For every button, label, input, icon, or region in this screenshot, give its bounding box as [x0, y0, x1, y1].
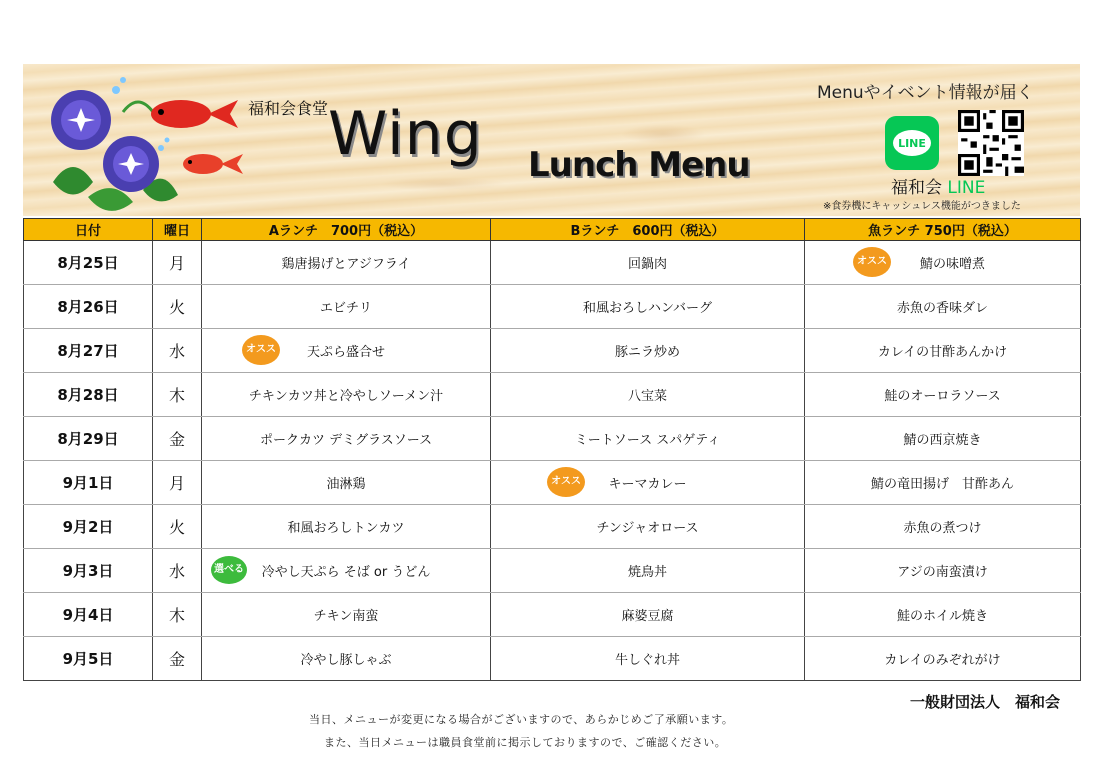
table-row — [24, 373, 1081, 417]
b-lunch-cell: 八宝菜 — [491, 373, 805, 417]
a-lunch-cell — [202, 329, 491, 385]
line-logo-icon — [885, 116, 939, 170]
osusume-badge: オススメ — [547, 467, 585, 497]
line-label-prefix: 福和会 — [891, 178, 942, 198]
dow-cell: 火 — [153, 505, 202, 549]
b-lunch-cell: 焼鳥丼 — [491, 549, 805, 593]
table-header-row — [24, 219, 1081, 241]
dow-cell: 木 — [153, 373, 202, 417]
b-lunch-cell: 和風おろしハンバーグ — [491, 285, 805, 329]
dow-cell: 金 — [153, 637, 202, 681]
dow-cell: 月 — [153, 461, 202, 505]
fish-lunch-cell: カレイのみぞれがけ — [805, 637, 1081, 681]
date-cell: 9月2日 — [24, 505, 153, 549]
a-lunch-cell: 和風おろしトンカツ — [202, 505, 491, 549]
date-cell: 8月25日 — [24, 241, 153, 285]
table-row — [24, 417, 1081, 461]
fish-lunch-cell: 赤魚の香味ダレ — [805, 285, 1081, 329]
cafeteria-name: 福和会食堂 — [248, 99, 329, 118]
a-lunch-text: 天ぷら盛合せ — [306, 345, 385, 360]
footer-note-2: また、当日メニューは職員食堂前に掲示しておりますので、ご確認ください。 — [324, 736, 727, 749]
dow-cell: 金 — [153, 417, 202, 461]
organization-name: 一般財団法人 福和会 — [910, 693, 1061, 711]
b-lunch-cell: 牛しぐれ丼 — [491, 637, 805, 681]
table-row — [24, 637, 1081, 681]
fish-lunch-cell: アジの南蛮漬け — [805, 549, 1081, 593]
dow-cell: 水 — [153, 549, 202, 593]
morning-glory-goldfish-illustration — [33, 72, 263, 214]
a-lunch-cell: 鶏唐揚げとアジフライ — [202, 241, 491, 285]
b-lunch-cell: チンジャオロース — [491, 505, 805, 549]
table-row — [24, 461, 1081, 505]
a-lunch-cell: チキン南蛮 — [202, 593, 491, 637]
a-lunch-text: 冷やし天ぷら そば or うどん — [261, 565, 431, 580]
header-fish-lunch: 魚ランチ 750円（税込） — [805, 219, 1081, 241]
b-lunch-cell: 豚ニラ炒め — [491, 329, 805, 373]
a-lunch-cell: 冷やし豚しゃぶ — [202, 637, 491, 681]
lunch-menu-table — [23, 218, 1081, 681]
fish-lunch-cell — [805, 241, 1081, 297]
a-lunch-cell: エビチリ — [202, 285, 491, 329]
table-row — [24, 505, 1081, 549]
a-lunch-cell: チキンカツ丼と冷やしソーメン汁 — [202, 373, 491, 417]
table-row — [24, 549, 1081, 593]
osusume-badge: オススメ — [242, 335, 280, 365]
table-row — [24, 285, 1081, 329]
dow-cell: 火 — [153, 285, 202, 329]
qr-code-icon — [958, 110, 1024, 176]
fish-lunch-cell: 鯖の竜田揚げ 甘酢あん — [805, 461, 1081, 505]
lunch-menu-title: Lunch Menu — [528, 145, 750, 185]
line-label-line: LINE — [947, 178, 986, 198]
fish-lunch-cell: 鮭のオーロラソース — [805, 373, 1081, 417]
fish-lunch-text: 鯖の味噌煮 — [919, 257, 985, 272]
fish-lunch-cell: 鮭のホイル焼き — [805, 593, 1081, 637]
dow-cell: 水 — [153, 329, 202, 373]
line-account-label — [891, 173, 985, 198]
date-cell: 9月1日 — [24, 461, 153, 505]
date-cell: 9月4日 — [24, 593, 153, 637]
table-row — [24, 593, 1081, 637]
b-lunch-text: キーマカレー — [608, 477, 687, 492]
dow-cell: 月 — [153, 241, 202, 285]
header-a-lunch: Aランチ 700円（税込） — [202, 219, 491, 241]
date-cell: 8月26日 — [24, 285, 153, 329]
osusume-badge: オススメ — [853, 247, 891, 277]
header-date: 日付 — [24, 219, 153, 241]
date-cell: 8月29日 — [24, 417, 153, 461]
fish-lunch-cell: 鯖の西京焼き — [805, 417, 1081, 461]
line-promo-text: Menuやイベント情報が届く — [817, 83, 1034, 103]
b-lunch-cell — [491, 461, 805, 517]
header-banner — [23, 64, 1080, 216]
a-lunch-cell — [202, 549, 491, 593]
date-cell: 9月5日 — [24, 637, 153, 681]
b-lunch-cell: 回鍋肉 — [491, 241, 805, 285]
fish-lunch-cell: 赤魚の煮つけ — [805, 505, 1081, 549]
header-b-lunch: Bランチ 600円（税込） — [491, 219, 805, 241]
cashless-note: ※食券機にキャッシュレス機能がつきました — [823, 201, 1021, 212]
dow-cell: 木 — [153, 593, 202, 637]
line-logo-text: LINE — [893, 130, 931, 156]
a-lunch-cell: ポークカツ デミグラスソース — [202, 417, 491, 461]
table-row — [24, 329, 1081, 373]
table-row — [24, 241, 1081, 285]
date-cell: 8月28日 — [24, 373, 153, 417]
a-lunch-cell: 油淋鶏 — [202, 461, 491, 505]
fish-lunch-cell: カレイの甘酢あんかけ — [805, 329, 1081, 373]
footer-note-1: 当日、メニューが変更になる場合がございますので、あらかじめご了承願います。 — [309, 713, 734, 726]
eraberu-badge: 選べる — [211, 556, 247, 584]
date-cell: 8月27日 — [24, 329, 153, 373]
b-lunch-cell: 麻婆豆腐 — [491, 593, 805, 637]
header-dow: 曜日 — [153, 219, 202, 241]
b-lunch-cell: ミートソース スパゲティ — [491, 417, 805, 461]
wing-logo-text: Wing — [328, 99, 483, 169]
date-cell: 9月3日 — [24, 549, 153, 593]
